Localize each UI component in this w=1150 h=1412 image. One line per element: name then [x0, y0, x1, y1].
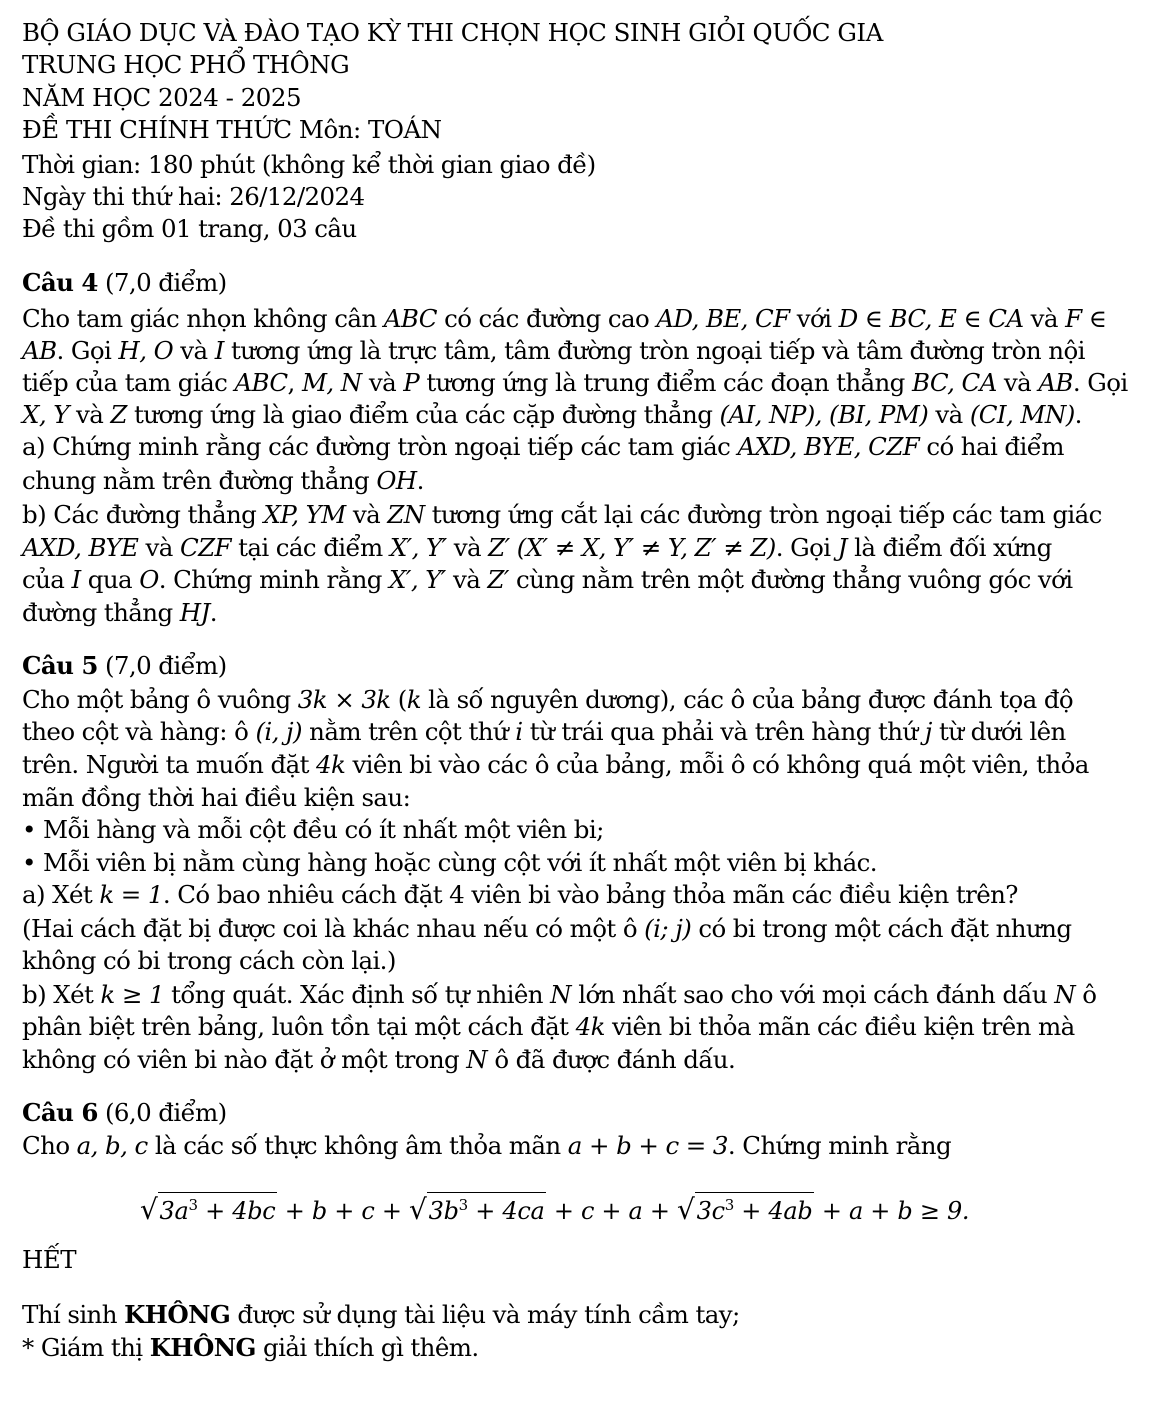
header-line-6: Ngày thi thứ hai: 26/12/2024 — [22, 182, 365, 211]
note-2: * Giám thị KHÔNG giải thích gì thêm. — [22, 1333, 479, 1362]
note-1: Thí sinh KHÔNG được sử dụng tài liệu và máy tính cầm tay; — [22, 1300, 740, 1329]
q5-line-10: b) Xét k ≥ 1 tổng quát. Xác định số tự nhiên N lớn nhất sao cho với mọi cách đánh dấu N ô — [22, 980, 1097, 1009]
q4-line-10: đường thẳng HJ. — [22, 598, 217, 627]
header-line-3: NĂM HỌC 2024 - 2025 — [22, 83, 302, 112]
q4-line-9: của I qua O. Chứng minh rằng X′, Y′ và Z′ cùng nằm trên một đường thẳng vuông góc với — [22, 565, 1073, 594]
q5-heading — [22, 651, 227, 681]
radical-3: $√3c^3 + 4ab$ — [677, 1192, 814, 1229]
radical-1: $√3a^3 + 4bc$ — [140, 1192, 277, 1229]
q5-points: (7,0 điểm) — [97, 651, 227, 680]
q5-line-12: không có viên bi nào đặt ở một trong N ô đã được đánh dấu. — [22, 1045, 736, 1074]
q5-line-2: theo cột và hàng: ô (i, j) nằm trên cột thứ i từ trái qua phải và trên hàng thứ j từ dưới lên — [22, 717, 1066, 746]
q4-line-3: tiếp của tam giác ABC, M, N và P tương ứng là trung điểm các đoạn thẳng BC, CA và AB. Gọi — [22, 368, 1128, 397]
q6-title: Câu 6 — [22, 1098, 98, 1127]
q4-line-2: AB. Gọi H, O và I tương ứng là trực tâm, tâm đường tròn ngoại tiếp và tâm đường tròn nội — [22, 336, 1085, 365]
q4-heading — [22, 268, 227, 298]
q5-line-7: a) Xét k = 1. Có bao nhiêu cách đặt 4 viên bi vào bảng thỏa mãn các điều kiện trên? — [22, 880, 1018, 909]
q4-line-8: AXD, BYE và CZF tại các điểm X′, Y′ và Z′ (X′ ≠ X, Y′ ≠ Y, Z′ ≠ Z). Gọi J là điểm đối xứng — [22, 533, 1052, 562]
q4-line-7: b) Các đường thẳng XP, YM và ZN tương ứng cắt lại các đường tròn ngoại tiếp các tam giác — [22, 500, 1102, 529]
q5-line-1: Cho một bảng ô vuông 3k × 3k (k là số nguyên dương), các ô của bảng được đánh tọa độ — [22, 685, 1074, 714]
q5-line-11: phân biệt trên bảng, luôn tồn tại một cách đặt 4k viên bi thỏa mãn các điều kiện trên mà — [22, 1012, 1075, 1041]
q5-line-3: trên. Người ta muốn đặt 4k viên bi vào các ô của bảng, mỗi ô có không quá một viên, thỏa — [22, 750, 1089, 779]
q6-heading — [22, 1098, 227, 1128]
q4-title: Câu 4 — [22, 268, 98, 297]
header-line-1: BỘ GIÁO DỤC VÀ ĐÀO TẠO KỲ THI CHỌN HỌC SINH GIỎI QUỐC GIA — [22, 18, 883, 47]
q6-points: (6,0 điểm) — [97, 1098, 227, 1127]
radical-2: $√3b^3 + 4ca$ — [409, 1192, 546, 1229]
q5-line-9: không có bi trong cách còn lại.) — [22, 946, 396, 975]
q5-condition-1: • Mỗi hàng và mỗi cột đều có ít nhất một viên bi; — [22, 815, 604, 844]
q4-line-4: X, Y và Z tương ứng là giao điểm của các cặp đường thẳng (AI, NP), (BI, PM) và (CI, MN). — [22, 400, 1082, 429]
q4-points: (7,0 điểm) — [97, 268, 227, 297]
q5-condition-2: • Mỗi viên bị nằm cùng hàng hoặc cùng cột với ít nhất một viên bị khác. — [22, 848, 877, 877]
header-line-4: ĐỀ THI CHÍNH THỨC Môn: TOÁN — [22, 115, 442, 144]
header-line-5: Thời gian: 180 phút (không kể thời gian giao đề) — [22, 150, 596, 179]
q4-line-6: chung nằm trên đường thẳng OH. — [22, 466, 424, 495]
q4-line-5: a) Chứng minh rằng các đường tròn ngoại tiếp các tam giác AXD, BYE, CZF có hai điểm — [22, 432, 1064, 461]
q6-line-1: Cho a, b, c là các số thực không âm thỏa mãn a + b + c = 3. Chứng minh rằng — [22, 1131, 952, 1160]
q5-line-4: mãn đồng thời hai điều kiện sau: — [22, 783, 411, 812]
end-marker: HẾT — [22, 1245, 77, 1274]
q5-title: Câu 5 — [22, 651, 98, 680]
inequality-formula: $√3a^3 + 4bc + b + c + √3b^3 + 4ca + c + a + √3c^3 + 4ab + a + b \ge 9$. — [140, 1192, 969, 1229]
header-line-7: Đề thi gồm 01 trang, 03 câu — [22, 214, 357, 243]
header-line-2: TRUNG HỌC PHỔ THÔNG — [22, 50, 350, 79]
q4-line-1: Cho tam giác nhọn không cân ABC có các đường cao AD, BE, CF với D ∈ BC, E ∈ CA và F ∈ — [22, 304, 1107, 333]
q5-line-8: (Hai cách đặt bị được coi là khác nhau nếu có một ô (i; j) có bi trong một cách đặt nhưng — [22, 914, 1072, 943]
